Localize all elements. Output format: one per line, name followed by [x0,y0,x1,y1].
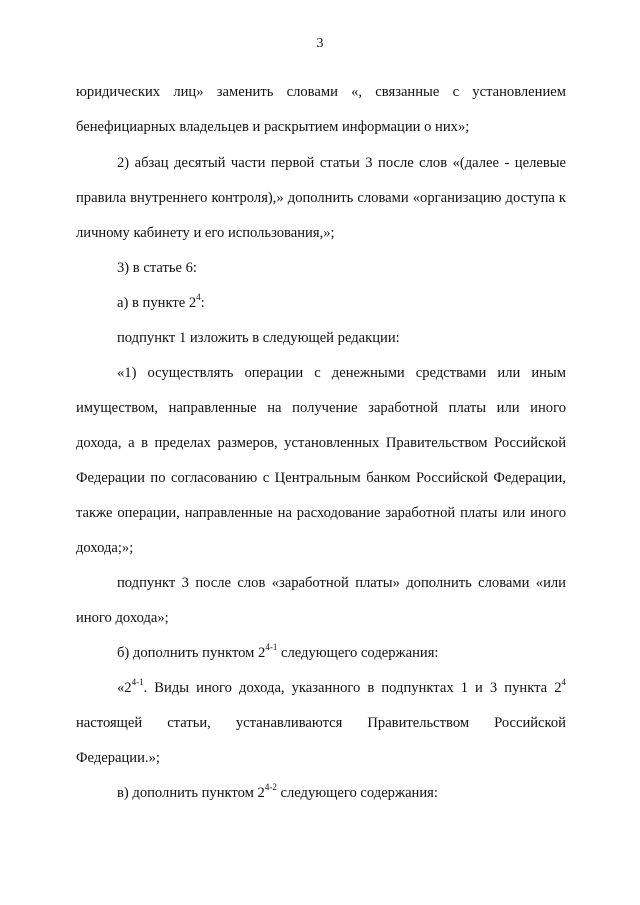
paragraph-9-middle: . Виды иного дохода, указанного в подпунктах 1 и 3 пункта 2 [143,680,562,696]
paragraph-9-superscript-1: 4-1 [131,677,144,688]
paragraph-10-text: в) дополнить пунктом 2 [117,785,265,801]
paragraph-4-superscript: 4 [196,292,201,303]
paragraph-9-open: «2 [117,680,132,696]
page-number: 3 [316,36,324,51]
paragraph-1: юридических лиц» заменить словами «, связанные с установлением бенефициарных владельцев и раскрытием информации о них»; [76,84,566,135]
paragraph-2: 2) абзац десятый части первой статьи 3 после слов «(далее - целевые правила внутреннего контроля),» дополнить словами «организацию доступа к личному кабинету и его использования,»; [76,155,566,241]
paragraph-5: подпункт 1 изложить в следующей редакции: [117,330,400,346]
paragraph-4 [76,286,566,321]
paragraph-4-tail: : [200,295,205,311]
paragraph-6: «1) осуществлять операции с денежными средствами или иным имуществом, направленные на получение заработной платы или иного дохода, а в пределах размеров, установленных Правительством Российской Федерации по согласованию с Центральным банком Российской Федерации, также операции, направленные на расходование заработной платы или иного дохода;»; [76,365,566,556]
paragraph-4-text: а) в пункте 2 [117,295,197,311]
paragraph-9 [76,671,566,776]
paragraph-10-tail: следующего содержания: [276,785,438,801]
paragraph-8 [76,636,566,671]
paragraph-8-tail: следующего содержания: [277,645,439,661]
paragraph-3: 3) в статье 6: [117,260,197,276]
paragraph-10 [76,776,566,811]
paragraph-9-tail: настоящей статьи, устанавливаются Правительством Российской Федерации.»; [76,715,566,766]
paragraph-9-superscript-2: 4 [561,677,566,688]
paragraph-8-superscript: 4-1 [265,642,278,653]
paragraph-7: подпункт 3 после слов «заработной платы» дополнить словами «или иного дохода»; [76,575,566,626]
paragraph-8-text: б) дополнить пунктом 2 [117,645,266,661]
paragraph-10-superscript: 4-2 [264,782,277,793]
document-body [76,75,566,811]
